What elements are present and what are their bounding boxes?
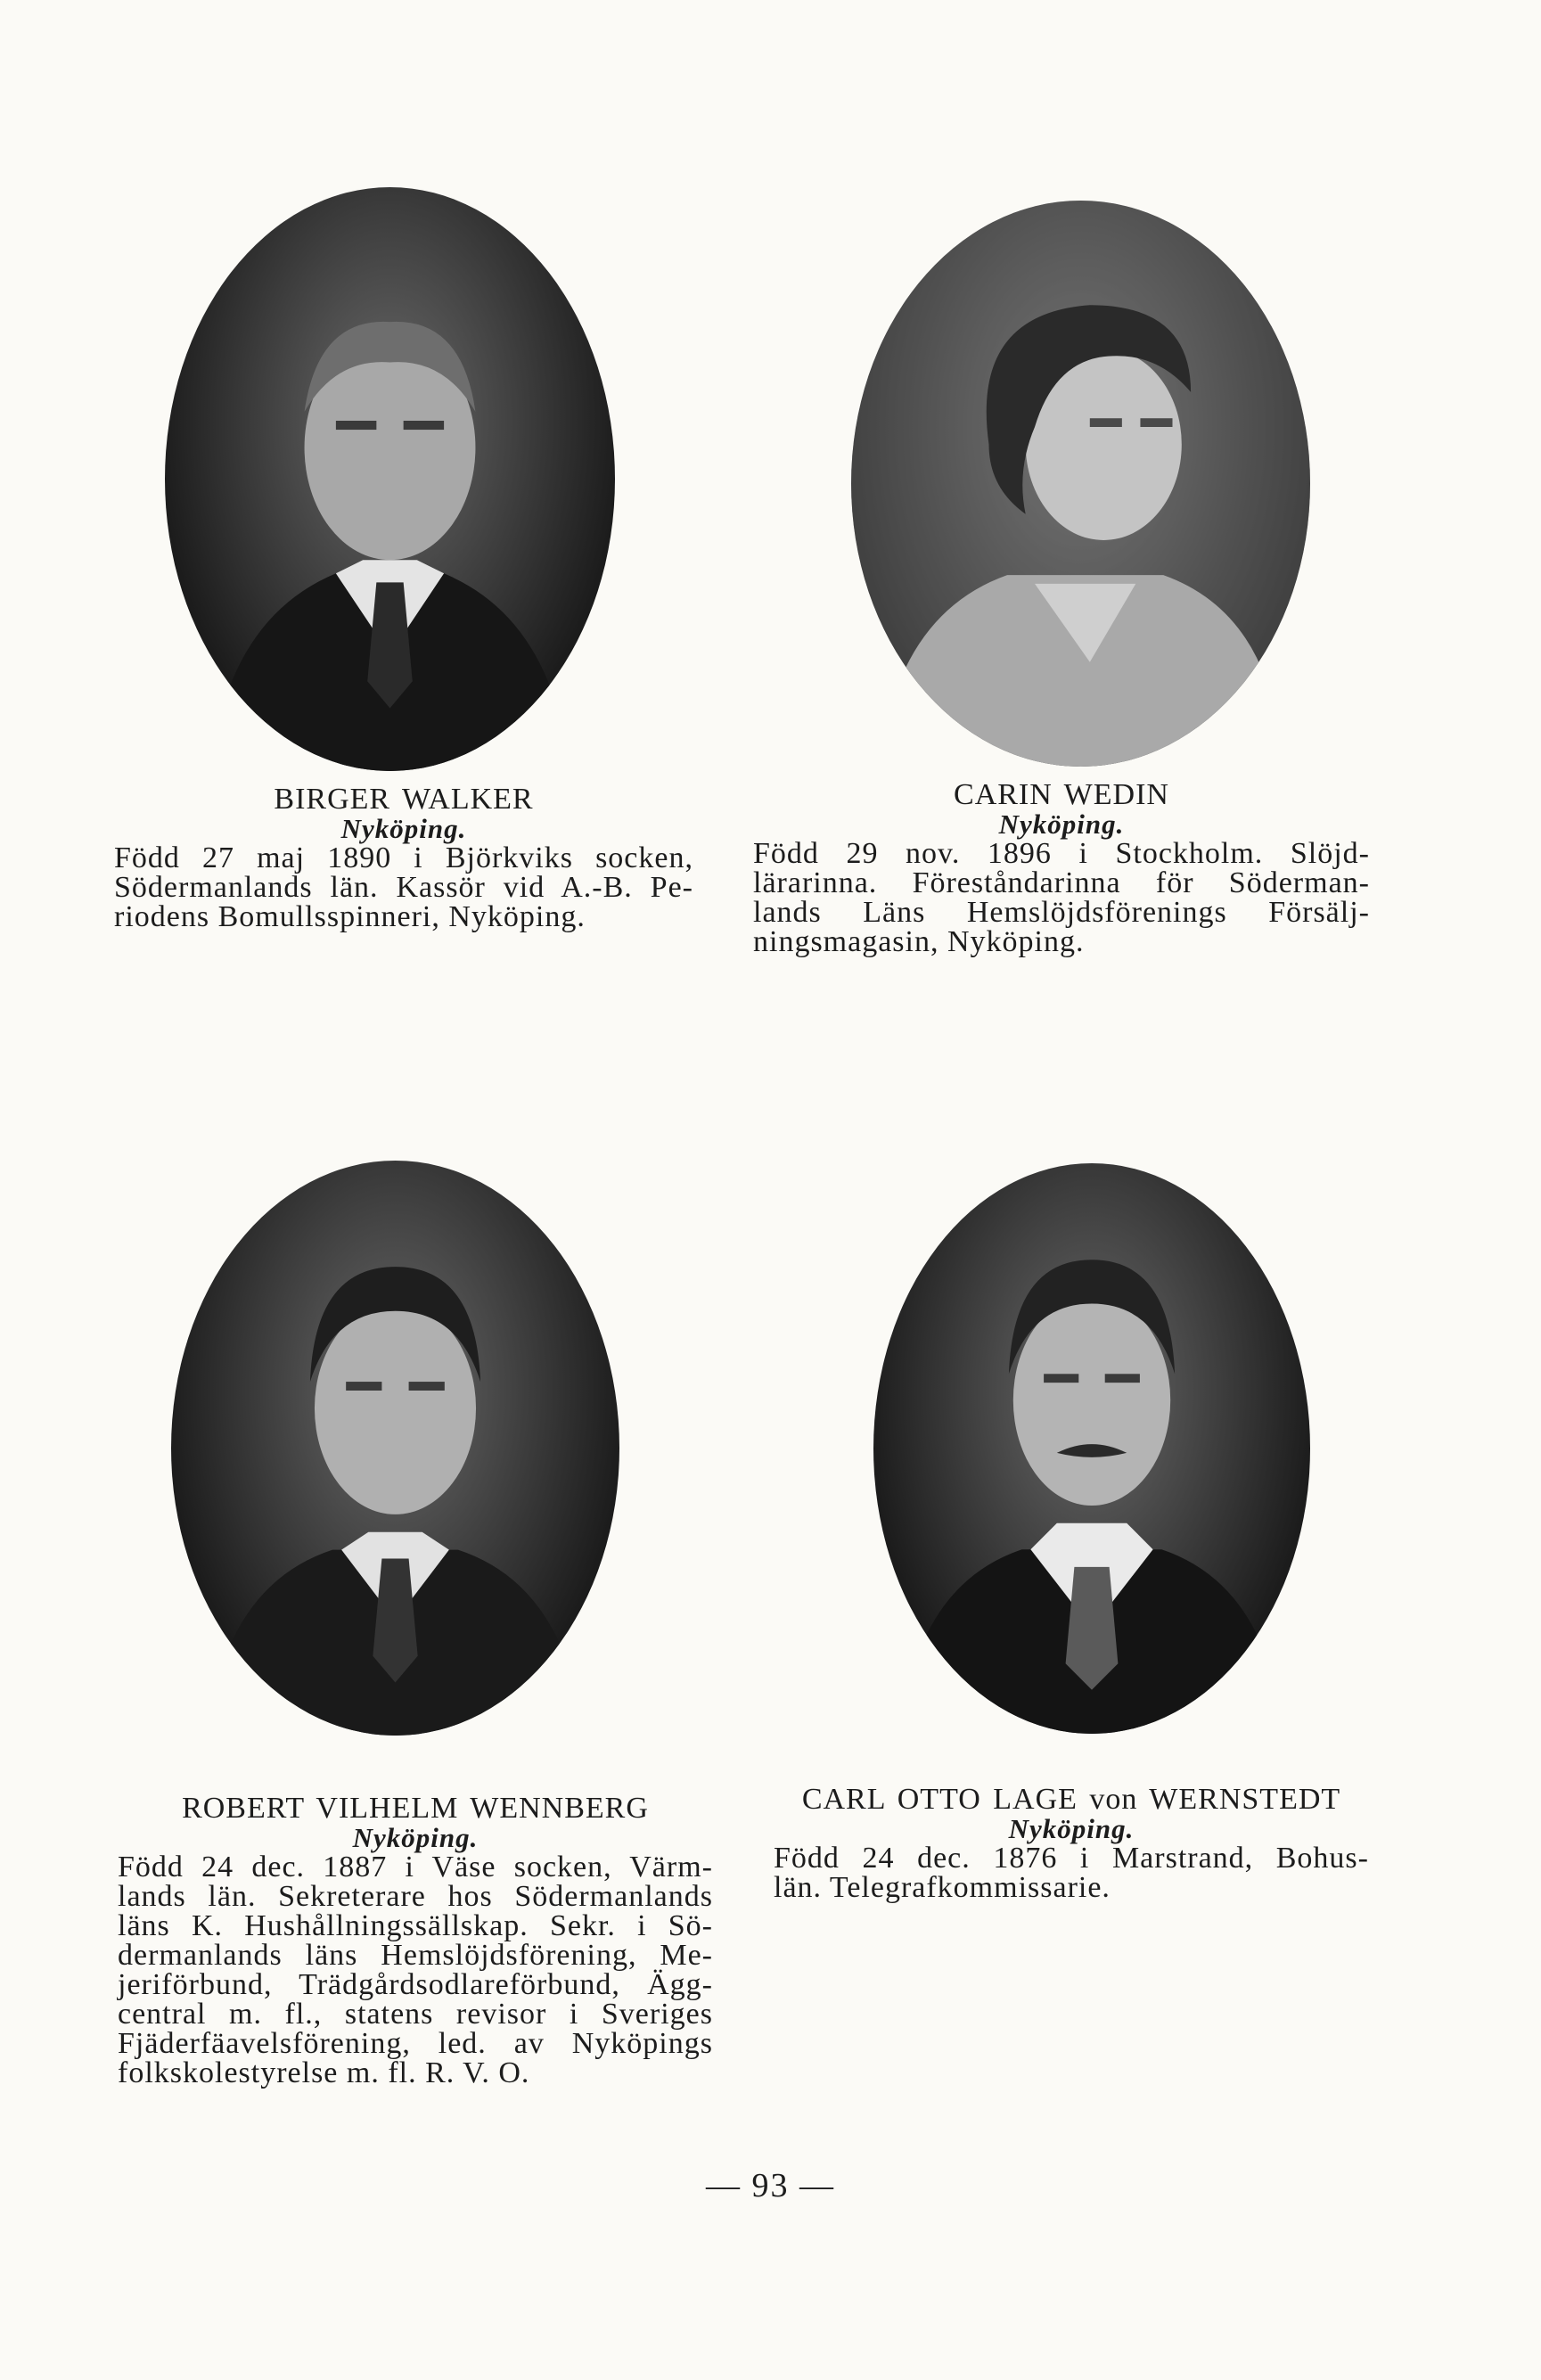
bio-line: Född 24 dec. 1876 i Marstrand, Bohus- (774, 1842, 1369, 1875)
person-name: BIRGER WALKER (274, 783, 534, 816)
bio-line: Född 27 maj 1890 i Björkviks socken, (114, 841, 693, 874)
portrait-birger-walker (165, 187, 615, 771)
entry-birger-walker (114, 784, 693, 931)
bio-line: Född 29 nov. 1896 i Stockholm. Slöjd- (753, 837, 1370, 870)
bio-line: ningsmagasin, Nyköping. (753, 925, 1085, 958)
entry-robert-vilhelm-wennberg (118, 1793, 713, 2088)
bio-line: län. Telegrafkommissarie. (774, 1871, 1111, 1904)
bio-line: riodens Bomullsspinneri, Nyköping. (114, 900, 586, 933)
entry-carin-wedin (753, 780, 1370, 956)
bio-line: Södermanlands län. Kassör vid A.-B. Pe- (114, 871, 693, 904)
bio-line: lands Läns Hemslöjdsförenings Försälj- (753, 896, 1370, 929)
bio-line: central m. fl., statens revisor i Sveriges (118, 1998, 713, 2031)
person-name: CARIN WEDIN (954, 778, 1169, 811)
person-bio (114, 843, 693, 931)
bio-line: lands län. Sekreterare hos Södermanlands (118, 1880, 713, 1913)
bio-line: Född 24 dec. 1887 i Väse socken, Värm- (118, 1851, 713, 1883)
person-name: ROBERT VILHELM WENNBERG (182, 1792, 649, 1825)
bio-line: Fjäderfäavelsförening, led. av Nyköpings (118, 2027, 713, 2060)
person-place: Nyköping. (1008, 1813, 1135, 1844)
person-bio (753, 839, 1370, 956)
portrait-robert-vilhelm-wennberg (171, 1161, 619, 1736)
person-place: Nyköping. (340, 813, 467, 844)
person-name: CARL OTTO LAGE von WERNSTEDT (801, 1783, 1341, 1816)
page-number: — 93 — (706, 2167, 835, 2204)
bio-line: folkskolestyrelse m. fl. R. V. O. (118, 2056, 530, 2089)
bio-line: dermanlands läns Hemslöjdsförening, Me- (118, 1939, 713, 1972)
person-bio (774, 1843, 1369, 1902)
person-place: Nyköping. (352, 1822, 479, 1853)
portrait-carl-otto-lage-von-wernstedt (873, 1163, 1310, 1734)
person-place: Nyköping. (998, 808, 1125, 840)
bio-line: lärarinna. Föreståndarinna för Söderman- (753, 866, 1370, 899)
bio-line: läns K. Hushållningssällskap. Sekr. i Sö- (118, 1909, 713, 1942)
portrait-carin-wedin (851, 201, 1310, 767)
bio-line: jeriförbund, Trädgårdsodlareförbund, Ägg- (118, 1968, 713, 2001)
entry-carl-otto-lage-von-wernstedt (774, 1785, 1369, 1902)
person-bio (118, 1852, 713, 2088)
